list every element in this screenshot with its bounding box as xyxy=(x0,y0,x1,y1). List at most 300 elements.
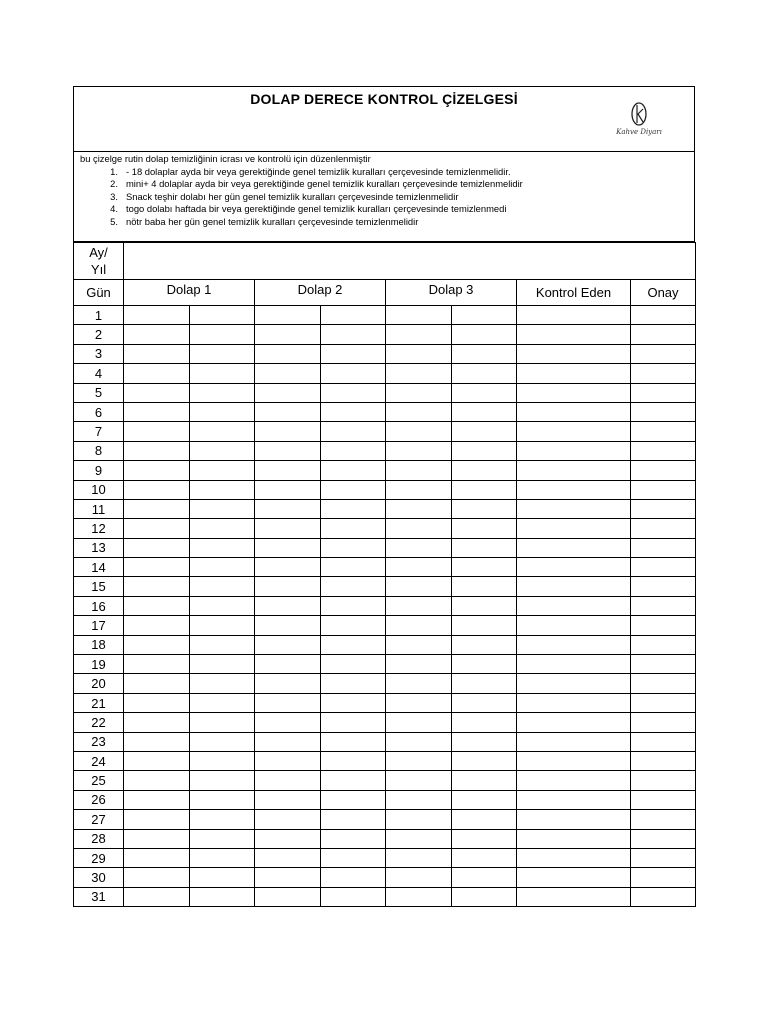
dolap-2-cell-a[interactable] xyxy=(255,461,321,480)
year-label: Yıl xyxy=(90,262,107,277)
dolap-2-cell-b[interactable] xyxy=(321,538,386,557)
dolap-1-cell-b[interactable] xyxy=(190,674,255,693)
dolap-3-cell-a[interactable] xyxy=(386,751,452,770)
dolap-2-cell-a[interactable] xyxy=(255,616,321,635)
table-row xyxy=(74,713,696,732)
dolap-2-cell-b[interactable] xyxy=(321,325,386,344)
dolap-2-cell-b[interactable] xyxy=(321,674,386,693)
kontrol-eden-cell[interactable] xyxy=(517,402,631,421)
dolap-1-cell-b[interactable] xyxy=(190,848,255,867)
day-number: 2 xyxy=(74,325,124,344)
dolap-3-cell-b[interactable] xyxy=(452,887,517,906)
dolap-1-cell-b[interactable] xyxy=(190,364,255,383)
dolap-3-cell-a[interactable] xyxy=(386,364,452,383)
kontrol-eden-cell[interactable] xyxy=(517,383,631,402)
dolap-1-cell-a[interactable] xyxy=(124,790,190,809)
dolap-1-cell-b[interactable] xyxy=(190,480,255,499)
table-row xyxy=(74,325,696,344)
dolap-1-cell-b[interactable] xyxy=(190,344,255,363)
dolap-1-cell-b[interactable] xyxy=(190,713,255,732)
dolap-1-cell-a[interactable] xyxy=(124,829,190,848)
dolap-1-cell-b[interactable] xyxy=(190,596,255,615)
dolap-3-cell-b[interactable] xyxy=(452,325,517,344)
dolap-1-cell-a[interactable] xyxy=(124,306,190,325)
onay-cell[interactable] xyxy=(631,674,696,693)
dolap-2-cell-a[interactable] xyxy=(255,306,321,325)
dolap-3-cell-a[interactable] xyxy=(386,810,452,829)
onay-cell[interactable] xyxy=(631,771,696,790)
instruction-item xyxy=(80,203,688,216)
kontrol-eden-cell[interactable] xyxy=(517,441,631,460)
dolap-3-cell-b[interactable] xyxy=(452,693,517,712)
kontrol-eden-cell[interactable] xyxy=(517,422,631,441)
dolap-2-cell-b[interactable] xyxy=(321,577,386,596)
table-row xyxy=(74,674,696,693)
dolap-3-cell-b[interactable] xyxy=(452,306,517,325)
dolap-3-cell-a[interactable] xyxy=(386,306,452,325)
dolap-3-cell-b[interactable] xyxy=(452,868,517,887)
dolap-2-cell-b[interactable] xyxy=(321,480,386,499)
dolap-1-cell-a[interactable] xyxy=(124,596,190,615)
kontrol-eden-cell[interactable] xyxy=(517,577,631,596)
day-number: 24 xyxy=(74,751,124,770)
dolap-3-cell-b[interactable] xyxy=(452,848,517,867)
dolap-2-cell-a[interactable] xyxy=(255,383,321,402)
dolap-2-cell-b[interactable] xyxy=(321,519,386,538)
dolap-2-cell-b[interactable] xyxy=(321,306,386,325)
dolap-3-cell-a[interactable] xyxy=(386,558,452,577)
day-number: 21 xyxy=(74,693,124,712)
dolap-1-cell-b[interactable] xyxy=(190,325,255,344)
kontrol-eden-cell[interactable] xyxy=(517,771,631,790)
dolap-3-cell-a[interactable] xyxy=(386,790,452,809)
onay-cell[interactable] xyxy=(631,655,696,674)
dolap-2-cell-a[interactable] xyxy=(255,441,321,460)
table-row xyxy=(74,616,696,635)
instruction-text: nötr baba her gün genel temizlik kuralları çerçevesinde temizlenmelidir xyxy=(126,215,419,227)
dolap-2-cell-b[interactable] xyxy=(321,732,386,751)
kontrol-eden-cell[interactable] xyxy=(517,674,631,693)
dolap-2-cell-a[interactable] xyxy=(255,596,321,615)
instruction-number: 3. xyxy=(110,190,118,202)
dolap-3-cell-a[interactable] xyxy=(386,461,452,480)
kontrol-eden-cell[interactable] xyxy=(517,306,631,325)
dolap-2-cell-a[interactable] xyxy=(255,538,321,557)
onay-cell[interactable] xyxy=(631,383,696,402)
dolap-3-cell-a[interactable] xyxy=(386,596,452,615)
table-row xyxy=(74,887,696,906)
dolap-1-cell-a[interactable] xyxy=(124,519,190,538)
dolap-3-cell-b[interactable] xyxy=(452,344,517,363)
onay-cell[interactable] xyxy=(631,538,696,557)
dolap-2-cell-b[interactable] xyxy=(321,887,386,906)
dolap-3-cell-b[interactable] xyxy=(452,364,517,383)
onay-cell[interactable] xyxy=(631,713,696,732)
dolap-2-cell-a[interactable] xyxy=(255,364,321,383)
dolap-2-cell-a[interactable] xyxy=(255,344,321,363)
instruction-text: Snack teşhir dolabı her gün genel temizlik kuralları çerçevesinde temizlenmelidir xyxy=(126,190,459,202)
day-number: 29 xyxy=(74,848,124,867)
logo-mark-icon xyxy=(628,101,650,127)
dolap-1-cell-a[interactable] xyxy=(124,771,190,790)
table-row xyxy=(74,519,696,538)
dolap-2-cell-a[interactable] xyxy=(255,577,321,596)
table-row xyxy=(74,868,696,887)
dolap-1-cell-a[interactable] xyxy=(124,751,190,770)
onay-cell[interactable] xyxy=(631,635,696,654)
onay-cell[interactable] xyxy=(631,887,696,906)
kontrol-eden-cell[interactable] xyxy=(517,538,631,557)
dolap-3-cell-b[interactable] xyxy=(452,461,517,480)
kontrol-eden-cell[interactable] xyxy=(517,693,631,712)
dolap-2-cell-a[interactable] xyxy=(255,868,321,887)
dolap-1-cell-a[interactable] xyxy=(124,732,190,751)
dolap-2-cell-a[interactable] xyxy=(255,751,321,770)
dolap-1-cell-a[interactable] xyxy=(124,810,190,829)
dolap-2-cell-b[interactable] xyxy=(321,344,386,363)
onay-cell[interactable] xyxy=(631,790,696,809)
month-year-row xyxy=(74,243,696,280)
dolap-3-cell-b[interactable] xyxy=(452,635,517,654)
dolap-1-cell-b[interactable] xyxy=(190,577,255,596)
dolap-3-cell-a[interactable] xyxy=(386,325,452,344)
dolap-2-cell-a[interactable] xyxy=(255,519,321,538)
dolap-3-cell-b[interactable] xyxy=(452,732,517,751)
dolap-2-cell-b[interactable] xyxy=(321,751,386,770)
dolap-3-cell-a[interactable] xyxy=(386,402,452,421)
kontrol-eden-cell[interactable] xyxy=(517,480,631,499)
onay-cell[interactable] xyxy=(631,751,696,770)
dolap-1-cell-b[interactable] xyxy=(190,461,255,480)
dolap-1-cell-a[interactable] xyxy=(124,655,190,674)
onay-cell[interactable] xyxy=(631,441,696,460)
kontrol-eden-cell[interactable] xyxy=(517,713,631,732)
kontrol-eden-cell[interactable] xyxy=(517,790,631,809)
day-number: 3 xyxy=(74,344,124,363)
dolap-1-cell-a[interactable] xyxy=(124,558,190,577)
dolap-1-cell-b[interactable] xyxy=(190,422,255,441)
dolap-3-cell-b[interactable] xyxy=(452,655,517,674)
dolap-1-cell-b[interactable] xyxy=(190,383,255,402)
onay-cell[interactable] xyxy=(631,810,696,829)
brand-logo xyxy=(604,101,674,145)
dolap-1-cell-b[interactable] xyxy=(190,538,255,557)
onay-cell[interactable] xyxy=(631,616,696,635)
dolap-1-cell-b[interactable] xyxy=(190,519,255,538)
dolap-2-cell-a[interactable] xyxy=(255,771,321,790)
instructions-block xyxy=(73,152,695,242)
kontrol-eden-cell[interactable] xyxy=(517,848,631,867)
day-number: 26 xyxy=(74,790,124,809)
dolap-1-cell-a[interactable] xyxy=(124,635,190,654)
dolap-2-cell-b[interactable] xyxy=(321,829,386,848)
kontrol-eden-cell[interactable] xyxy=(517,558,631,577)
header-onay: Onay xyxy=(631,280,696,306)
day-number: 17 xyxy=(74,616,124,635)
onay-cell[interactable] xyxy=(631,402,696,421)
table-row xyxy=(74,558,696,577)
dolap-2-cell-b[interactable] xyxy=(321,558,386,577)
instruction-number: 4. xyxy=(110,203,118,215)
dolap-3-cell-b[interactable] xyxy=(452,771,517,790)
dolap-1-cell-a[interactable] xyxy=(124,325,190,344)
dolap-3-cell-b[interactable] xyxy=(452,422,517,441)
kontrol-eden-cell[interactable] xyxy=(517,868,631,887)
onay-cell[interactable] xyxy=(631,596,696,615)
dolap-1-cell-a[interactable] xyxy=(124,693,190,712)
instructions-lead: bu çizelge rutin dolap temizliğinin icrası ve kontrolü için düzenlenmiştir xyxy=(80,153,371,164)
dolap-1-cell-b[interactable] xyxy=(190,790,255,809)
dolap-1-cell-b[interactable] xyxy=(190,868,255,887)
table-row xyxy=(74,480,696,499)
dolap-1-cell-a[interactable] xyxy=(124,402,190,421)
kontrol-eden-cell[interactable] xyxy=(517,499,631,518)
dolap-2-cell-a[interactable] xyxy=(255,674,321,693)
dolap-2-cell-a[interactable] xyxy=(255,887,321,906)
dolap-2-cell-a[interactable] xyxy=(255,810,321,829)
dolap-3-cell-b[interactable] xyxy=(452,383,517,402)
day-number: 13 xyxy=(74,538,124,557)
kontrol-eden-cell[interactable] xyxy=(517,635,631,654)
day-number: 6 xyxy=(74,402,124,421)
dolap-3-cell-a[interactable] xyxy=(386,422,452,441)
dolap-3-cell-b[interactable] xyxy=(452,751,517,770)
dolap-3-cell-b[interactable] xyxy=(452,596,517,615)
dolap-2-cell-b[interactable] xyxy=(321,499,386,518)
day-number: 12 xyxy=(74,519,124,538)
dolap-2-cell-b[interactable] xyxy=(321,422,386,441)
onay-cell[interactable] xyxy=(631,558,696,577)
dolap-1-cell-b[interactable] xyxy=(190,732,255,751)
dolap-3-cell-b[interactable] xyxy=(452,577,517,596)
dolap-3-cell-a[interactable] xyxy=(386,868,452,887)
dolap-3-cell-a[interactable] xyxy=(386,655,452,674)
kontrol-eden-cell[interactable] xyxy=(517,596,631,615)
day-number: 30 xyxy=(74,868,124,887)
dolap-1-cell-b[interactable] xyxy=(190,402,255,421)
instruction-number: 1. xyxy=(110,165,118,177)
dolap-2-cell-a[interactable] xyxy=(255,325,321,344)
dolap-2-cell-a[interactable] xyxy=(255,422,321,441)
dolap-2-cell-a[interactable] xyxy=(255,480,321,499)
onay-cell[interactable] xyxy=(631,422,696,441)
dolap-2-cell-a[interactable] xyxy=(255,402,321,421)
dolap-3-cell-b[interactable] xyxy=(452,519,517,538)
dolap-1-cell-b[interactable] xyxy=(190,655,255,674)
dolap-1-cell-a[interactable] xyxy=(124,499,190,518)
kontrol-eden-cell[interactable] xyxy=(517,829,631,848)
dolap-3-cell-b[interactable] xyxy=(452,674,517,693)
dolap-1-cell-a[interactable] xyxy=(124,461,190,480)
kontrol-eden-cell[interactable] xyxy=(517,325,631,344)
onay-cell[interactable] xyxy=(631,868,696,887)
onay-cell[interactable] xyxy=(631,577,696,596)
dolap-3-cell-b[interactable] xyxy=(452,402,517,421)
dolap-1-cell-b[interactable] xyxy=(190,499,255,518)
dolap-3-cell-b[interactable] xyxy=(452,538,517,557)
onay-cell[interactable] xyxy=(631,344,696,363)
dolap-3-cell-a[interactable] xyxy=(386,732,452,751)
onay-cell[interactable] xyxy=(631,306,696,325)
onay-cell[interactable] xyxy=(631,325,696,344)
dolap-2-cell-b[interactable] xyxy=(321,461,386,480)
dolap-3-cell-a[interactable] xyxy=(386,848,452,867)
kontrol-eden-cell[interactable] xyxy=(517,655,631,674)
day-number: 9 xyxy=(74,461,124,480)
dolap-3-cell-a[interactable] xyxy=(386,499,452,518)
table-row xyxy=(74,655,696,674)
dolap-3-cell-b[interactable] xyxy=(452,790,517,809)
dolap-2-cell-b[interactable] xyxy=(321,810,386,829)
onay-cell[interactable] xyxy=(631,829,696,848)
instruction-item xyxy=(80,216,688,229)
dolap-3-cell-a[interactable] xyxy=(386,344,452,363)
dolap-3-cell-a[interactable] xyxy=(386,829,452,848)
dolap-3-cell-a[interactable] xyxy=(386,713,452,732)
day-number: 31 xyxy=(74,887,124,906)
dolap-3-cell-a[interactable] xyxy=(386,480,452,499)
dolap-2-cell-b[interactable] xyxy=(321,402,386,421)
dolap-3-cell-b[interactable] xyxy=(452,558,517,577)
day-number: 16 xyxy=(74,596,124,615)
dolap-2-cell-b[interactable] xyxy=(321,364,386,383)
dolap-2-cell-b[interactable] xyxy=(321,693,386,712)
kontrol-eden-cell[interactable] xyxy=(517,461,631,480)
dolap-2-cell-a[interactable] xyxy=(255,635,321,654)
dolap-3-cell-b[interactable] xyxy=(452,810,517,829)
dolap-2-cell-b[interactable] xyxy=(321,771,386,790)
dolap-3-cell-a[interactable] xyxy=(386,383,452,402)
kontrol-eden-cell[interactable] xyxy=(517,751,631,770)
day-number: 20 xyxy=(74,674,124,693)
column-header-row xyxy=(74,280,696,306)
dolap-1-cell-b[interactable] xyxy=(190,306,255,325)
dolap-3-cell-b[interactable] xyxy=(452,829,517,848)
dolap-3-cell-b[interactable] xyxy=(452,713,517,732)
dolap-1-cell-a[interactable] xyxy=(124,383,190,402)
dolap-3-cell-b[interactable] xyxy=(452,499,517,518)
dolap-2-cell-a[interactable] xyxy=(255,848,321,867)
dolap-2-cell-b[interactable] xyxy=(321,848,386,867)
day-number: 4 xyxy=(74,364,124,383)
dolap-1-cell-a[interactable] xyxy=(124,868,190,887)
month-label: Ay/ xyxy=(89,245,108,260)
kontrol-eden-cell[interactable] xyxy=(517,732,631,751)
dolap-3-cell-a[interactable] xyxy=(386,577,452,596)
dolap-1-cell-a[interactable] xyxy=(124,344,190,363)
dolap-2-cell-a[interactable] xyxy=(255,655,321,674)
dolap-1-cell-b[interactable] xyxy=(190,887,255,906)
dolap-1-cell-a[interactable] xyxy=(124,422,190,441)
dolap-2-cell-a[interactable] xyxy=(255,790,321,809)
dolap-3-cell-a[interactable] xyxy=(386,693,452,712)
table-row xyxy=(74,577,696,596)
dolap-1-cell-a[interactable] xyxy=(124,887,190,906)
day-number: 19 xyxy=(74,655,124,674)
dolap-1-cell-b[interactable] xyxy=(190,616,255,635)
dolap-3-cell-a[interactable] xyxy=(386,771,452,790)
form-title: DOLAP DERECE KONTROL ÇİZELGESİ xyxy=(250,91,518,107)
onay-cell[interactable] xyxy=(631,519,696,538)
dolap-2-cell-b[interactable] xyxy=(321,635,386,654)
kontrol-eden-cell[interactable] xyxy=(517,887,631,906)
month-year-input-cell[interactable] xyxy=(124,243,696,280)
dolap-2-cell-a[interactable] xyxy=(255,499,321,518)
dolap-1-cell-b[interactable] xyxy=(190,558,255,577)
dolap-1-cell-b[interactable] xyxy=(190,635,255,654)
onay-cell[interactable] xyxy=(631,848,696,867)
kontrol-eden-cell[interactable] xyxy=(517,344,631,363)
table-row xyxy=(74,829,696,848)
dolap-1-cell-b[interactable] xyxy=(190,693,255,712)
dolap-2-cell-a[interactable] xyxy=(255,713,321,732)
dolap-2-cell-b[interactable] xyxy=(321,441,386,460)
dolap-2-cell-b[interactable] xyxy=(321,868,386,887)
dolap-1-cell-a[interactable] xyxy=(124,538,190,557)
onay-cell[interactable] xyxy=(631,364,696,383)
dolap-1-cell-a[interactable] xyxy=(124,713,190,732)
dolap-3-cell-a[interactable] xyxy=(386,674,452,693)
dolap-3-cell-b[interactable] xyxy=(452,616,517,635)
onay-cell[interactable] xyxy=(631,461,696,480)
dolap-1-cell-b[interactable] xyxy=(190,810,255,829)
instruction-text: togo dolabı haftada bir veya gerektiğinde genel temizlik kuralları çerçevesinde temizlenmedi xyxy=(126,203,507,215)
onay-cell[interactable] xyxy=(631,732,696,751)
onay-cell[interactable] xyxy=(631,499,696,518)
dolap-1-cell-a[interactable] xyxy=(124,364,190,383)
dolap-3-cell-a[interactable] xyxy=(386,887,452,906)
dolap-1-cell-b[interactable] xyxy=(190,829,255,848)
dolap-1-cell-a[interactable] xyxy=(124,848,190,867)
dolap-2-cell-b[interactable] xyxy=(321,616,386,635)
day-number: 22 xyxy=(74,713,124,732)
dolap-1-cell-a[interactable] xyxy=(124,674,190,693)
dolap-3-cell-a[interactable] xyxy=(386,519,452,538)
kontrol-eden-cell[interactable] xyxy=(517,519,631,538)
table-row xyxy=(74,635,696,654)
kontrol-eden-cell[interactable] xyxy=(517,364,631,383)
dolap-3-cell-a[interactable] xyxy=(386,538,452,557)
dolap-2-cell-a[interactable] xyxy=(255,693,321,712)
dolap-3-cell-b[interactable] xyxy=(452,480,517,499)
onay-cell[interactable] xyxy=(631,693,696,712)
table-row xyxy=(74,596,696,615)
dolap-2-cell-a[interactable] xyxy=(255,829,321,848)
dolap-1-cell-b[interactable] xyxy=(190,751,255,770)
kontrol-eden-cell[interactable] xyxy=(517,810,631,829)
dolap-2-cell-b[interactable] xyxy=(321,383,386,402)
dolap-3-cell-b[interactable] xyxy=(452,441,517,460)
dolap-1-cell-a[interactable] xyxy=(124,441,190,460)
dolap-3-cell-a[interactable] xyxy=(386,441,452,460)
dolap-2-cell-b[interactable] xyxy=(321,596,386,615)
dolap-1-cell-a[interactable] xyxy=(124,616,190,635)
dolap-2-cell-b[interactable] xyxy=(321,790,386,809)
dolap-3-cell-a[interactable] xyxy=(386,635,452,654)
dolap-1-cell-a[interactable] xyxy=(124,577,190,596)
onay-cell[interactable] xyxy=(631,480,696,499)
dolap-1-cell-b[interactable] xyxy=(190,441,255,460)
dolap-2-cell-a[interactable] xyxy=(255,732,321,751)
dolap-1-cell-b[interactable] xyxy=(190,771,255,790)
dolap-2-cell-b[interactable] xyxy=(321,713,386,732)
dolap-3-cell-a[interactable] xyxy=(386,616,452,635)
dolap-1-cell-a[interactable] xyxy=(124,480,190,499)
kontrol-eden-cell[interactable] xyxy=(517,616,631,635)
day-number: 1 xyxy=(74,306,124,325)
dolap-2-cell-b[interactable] xyxy=(321,655,386,674)
dolap-2-cell-a[interactable] xyxy=(255,558,321,577)
